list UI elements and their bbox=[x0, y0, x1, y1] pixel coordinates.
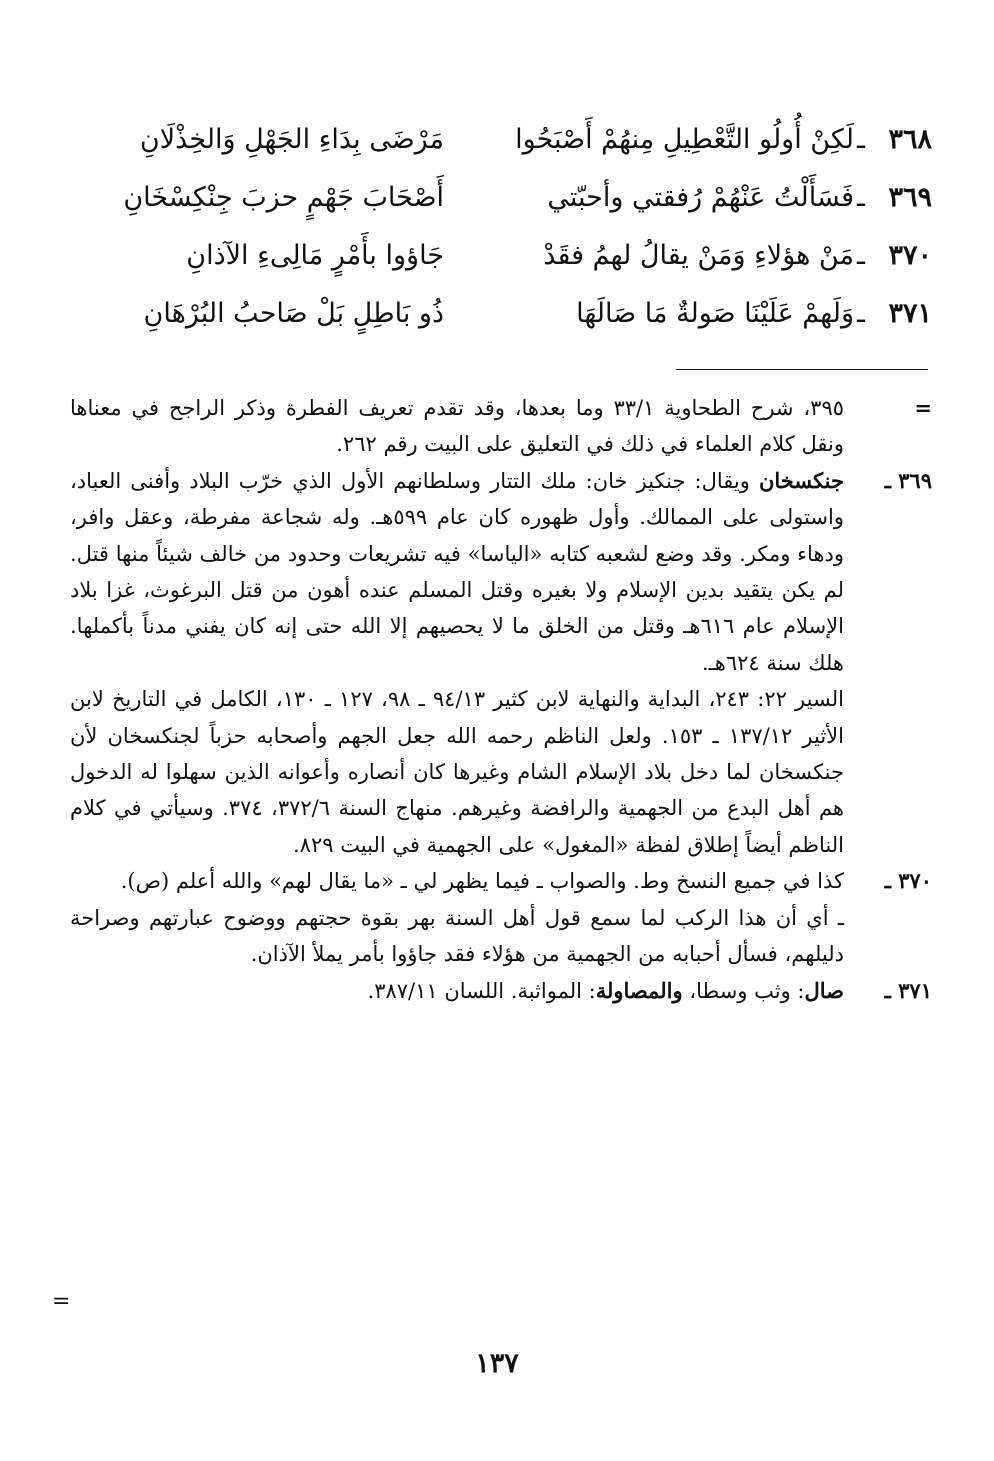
verse-number: ٣٦٩ bbox=[888, 181, 932, 213]
verse-dash: ـ bbox=[857, 123, 865, 155]
verse-first-hemistich: مَنْ هؤلاءِ وَمَنْ يقالُ لهمُ فقَدْ bbox=[543, 239, 854, 271]
page-number: ١٣٧ bbox=[475, 1348, 519, 1379]
footnote-number: ٣٦٩ ـ bbox=[884, 467, 932, 493]
verse-dash: ـ bbox=[857, 239, 865, 271]
footnotes bbox=[70, 390, 932, 1009]
verse-row bbox=[70, 284, 932, 342]
footnote-number: ٣٧١ ـ bbox=[884, 977, 932, 1003]
footnote-references: السير ٢٢: ٢٤٣، البداية والنهاية لابن كثير ٩٤/١٣ ـ ٩٨، ١٢٧ ـ ١٣٠، الكامل في التاريخ لابن الأثير ١٣٧/١٢ ـ ١٥٣. ولعل الناظم رحمه الله جعل الجهم وأصحابه حزباً لجنكسخان لأن جنكسخان لما دخل بلاد الإسلام الشام وغيرها كان أنصاره وأعوانه الذين سهلوا له الدخول هم أهل البدع من الجهمية والرافضة وغيرهم. منهاج السنة ٣٧٢/٦، ٣٧٤. وسيأتي في كلام الناظم أيضاً إطلاق لفظة «المغول» على الجهمية في البيت ٨٢٩. bbox=[70, 687, 844, 857]
footnote-explanation: ـ أي أن هذا الركب لما سمع قول أهل السنة بهر بقوة حجتهم ووضوح عبارتهم وصراحة دليلهم، فسأل أحبابه من الجهمية من هؤلاء فقد جاؤوا بأمر يملأ الآذان. bbox=[70, 905, 844, 967]
verse-number: ٣٧٠ bbox=[888, 239, 932, 271]
verse-second-hemistich: مَرْضَى بِدَاءِ الجَهْلِ وَالخِذْلَانِ bbox=[139, 123, 444, 155]
footnote-text bbox=[70, 463, 844, 681]
verse-dash: ـ bbox=[857, 181, 865, 213]
footnote-369 bbox=[70, 463, 932, 863]
footnote-term: صال bbox=[804, 977, 844, 1003]
footnote-term: والمصاولة bbox=[595, 977, 683, 1003]
verse-second-hemistich: جَاؤوا بأَمْرٍ مَالِىءِ الآذانِ bbox=[186, 239, 444, 271]
verse-second-hemistich: ذُو بَاطِلٍ بَلْ صَاحبُ البُرْهَانِ bbox=[143, 297, 444, 329]
verse-second-hemistich: أَصْحَابَ جَهْمٍ حزبَ جِنْكِسْخَانِ bbox=[123, 181, 444, 213]
footnote-continuation bbox=[70, 390, 932, 463]
verse-first-hemistich: فَسَأَلْتُ عَنْهُمْ رُفقتي وأحبّتي bbox=[547, 181, 854, 213]
footnote-body: : المواثبة. اللسان ٣٨٧/١١. bbox=[367, 978, 596, 1003]
footnote-text: كذا في جميع النسخ وط. والصواب ـ فيما يظهر لي ـ «ما يقال لهم» والله أعلم (ص). bbox=[120, 869, 844, 894]
footnote-term: جنكسخان bbox=[758, 467, 844, 493]
verse-row bbox=[70, 168, 932, 226]
verse-first-hemistich: وَلَهمْ عَلَيْنَا صَولةٌ مَا صَالَهَا bbox=[576, 297, 854, 329]
continuation-mark: = bbox=[52, 1289, 71, 1314]
footnote-separator bbox=[676, 369, 928, 370]
footnote-text: ٣٩٥، شرح الطحاوية ٣٣/١ وما بعدها، وقد تقدم تعريف الفطرة وذكر الراجح في معناها ونقل كلام العلماء في ذلك في التعليق على البيت رقم ٢٦٢. bbox=[70, 396, 845, 457]
verse-number: ٣٦٨ bbox=[888, 123, 932, 155]
footnote-370 bbox=[70, 863, 932, 972]
footnote-body: ويقال: جنكيز خان: ملك التتار وسلطانهم الأول الذي خرّب البلاد وأفنى العباد، واستولى على الممالك. وأول ظهوره كان عام ٥٩٩هـ. وله شجاعة مفرطة، وعقل وافر، ودهاء ومكر. وقد وضع لشعبه كتابه «الياسا» فيه تشريعات وحدود من خالف شيئاً منها قتل. لم يكن يتقيد بدين الإسلام ولا بغيره وقتل المسلم عنده أهون من قتل البرغوث، غزا بلاد الإسلام عام ٦١٦هـ وقتل من الخلق ما لا يحصيهم إلا الله حتى إنه كان يفني مدناً بأكملها. هلك سنة ٦٢٤هـ. bbox=[70, 468, 844, 675]
poem-verses bbox=[70, 110, 932, 342]
footnote-number: ٣٧٠ ـ bbox=[884, 868, 932, 894]
verse-number: ٣٧١ bbox=[888, 297, 932, 329]
verse-row bbox=[70, 110, 932, 168]
verse-row bbox=[70, 226, 932, 284]
footnote-text bbox=[70, 973, 844, 1009]
verse-first-hemistich: لَكِنْ أُولُو التَّعْطِيلِ مِنهُمْ أَصْبَحُوا bbox=[515, 123, 854, 155]
continuation-mark: = bbox=[914, 395, 932, 420]
footnote-371 bbox=[70, 973, 932, 1009]
footnote-body: : وثب وسطا، bbox=[689, 978, 805, 1003]
verse-dash: ـ bbox=[857, 297, 865, 329]
